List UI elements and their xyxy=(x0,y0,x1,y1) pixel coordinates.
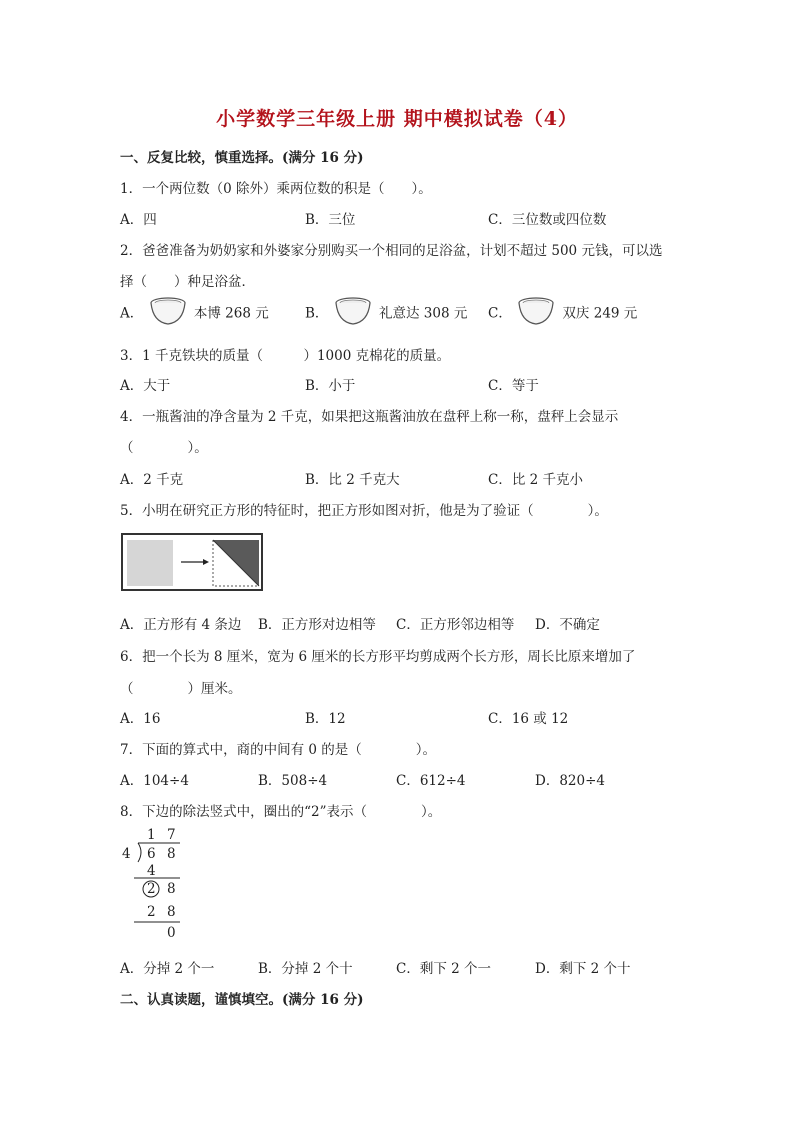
q5-option-a[interactable]: A．正方形有 4 条边 xyxy=(120,617,242,633)
q2-option-c-text: 双庆 249 元 xyxy=(562,305,638,322)
question-2-line-1: 2．爸爸准备为奶奶家和外婆家分别购买一个相同的足浴盆，计划不超过 500 元钱，可以选 xyxy=(120,243,663,259)
circled-digit: 2 xyxy=(147,881,156,897)
q1-option-c[interactable]: C．三位数或四位数 xyxy=(488,212,607,228)
q8-option-c[interactable]: C．剩下 2 个一 xyxy=(396,961,492,977)
q6-option-a[interactable]: A．16 xyxy=(120,711,161,727)
q3-option-c[interactable]: C．等于 xyxy=(488,378,539,394)
first-subtraction-value: 4 xyxy=(147,863,156,879)
q4-option-c[interactable]: C．比 2 千克小 xyxy=(488,472,584,488)
q2-option-a-text: 本博 268 元 xyxy=(193,305,269,322)
dividend-tens-digit: 6 xyxy=(147,846,156,862)
q2-option-a[interactable] xyxy=(120,296,269,332)
foot-bath-basin-icon xyxy=(516,296,556,332)
divisor: 4 xyxy=(122,846,131,862)
q7-option-c[interactable]: C．612÷4 xyxy=(396,773,466,789)
q5-option-c[interactable]: C．正方形邻边相等 xyxy=(396,617,515,633)
q2-option-c[interactable] xyxy=(488,296,637,332)
square-folding-figure xyxy=(121,533,263,591)
q6-option-b[interactable]: B．12 xyxy=(305,711,346,727)
q8-option-d[interactable]: D．剩下 2 个十 xyxy=(535,961,631,977)
q2-option-b-text: 礼意达 308 元 xyxy=(379,305,468,322)
foot-bath-basin-icon xyxy=(333,296,373,332)
page-title: 小学数学三年级上册 期中模拟试卷（4） xyxy=(216,108,578,130)
question-8: 8．下边的除法竖式中，圈出的“2”表示（ ）。 xyxy=(120,804,442,820)
q4-option-b[interactable]: B．比 2 千克大 xyxy=(305,472,400,488)
foot-bath-basin-icon xyxy=(148,296,188,332)
question-6-line-1: 6．把一个长为 8 厘米，宽为 6 厘米的长方形平均剪成两个长方形，周长比原来增加了 xyxy=(120,649,636,665)
dividend-ones-digit: 8 xyxy=(167,846,176,862)
question-3: 3．1 千克铁块的质量（ ）1000 克棉花的质量。 xyxy=(120,348,451,364)
q5-option-d[interactable]: D．不确定 xyxy=(535,617,600,633)
long-division-diagram xyxy=(118,826,188,946)
question-4-line-2: （ ）。 xyxy=(120,440,208,456)
q2-option-a-label: A． xyxy=(120,305,144,322)
question-7: 7．下面的算式中，商的中间有 0 的是（ ）。 xyxy=(120,742,437,758)
q6-option-c[interactable]: C．16 或 12 xyxy=(488,711,569,727)
q2-option-b[interactable] xyxy=(305,296,467,332)
question-4-line-1: 4．一瓶酱油的净含量为 2 千克，如果把这瓶酱油放在盘秤上称一称，盘秤上会显示 xyxy=(120,409,619,425)
q3-option-a[interactable]: A．大于 xyxy=(120,378,171,394)
q3-option-b[interactable]: B．小于 xyxy=(305,378,356,394)
fold-diagram xyxy=(123,535,261,589)
q7-option-d[interactable]: D．820÷4 xyxy=(535,773,605,789)
q5-option-b[interactable]: B．正方形对边相等 xyxy=(258,617,376,633)
question-6-line-2: （ ）厘米。 xyxy=(120,681,242,697)
q8-option-a[interactable]: A．分掉 2 个一 xyxy=(120,961,215,977)
q2-option-b-label: B． xyxy=(305,305,329,322)
brought-down-digit: 8 xyxy=(167,881,176,897)
second-subtraction-tens: 2 xyxy=(147,904,156,920)
remainder: 0 xyxy=(167,925,176,941)
section-2-heading: 二、认真读题，谨慎填空。(满分 16 分) xyxy=(120,992,364,1008)
question-5: 5．小明在研究正方形的特征时，把正方形如图对折，他是为了验证（ ）。 xyxy=(120,503,608,519)
question-2-line-2: 择（ ）种足浴盆． xyxy=(120,274,255,290)
q7-option-a[interactable]: A．104÷4 xyxy=(120,773,189,789)
section-1-heading: 一、反复比较，慎重选择。(满分 16 分) xyxy=(120,150,364,166)
q8-option-b[interactable]: B．分掉 2 个十 xyxy=(258,961,353,977)
q4-option-a[interactable]: A．2 千克 xyxy=(120,472,184,488)
q1-option-a[interactable]: A．四 xyxy=(120,212,157,228)
second-subtraction-ones: 8 xyxy=(167,904,176,920)
q1-option-b[interactable]: B．三位 xyxy=(305,212,356,228)
q7-option-b[interactable]: B．508÷4 xyxy=(258,773,328,789)
question-1: 1．一个两位数（0 除外）乘两位数的积是（ ）。 xyxy=(120,181,432,197)
quotient-tens-digit: 1 xyxy=(147,827,156,843)
q2-option-c-label: C． xyxy=(488,305,512,322)
quotient-ones-digit: 7 xyxy=(167,827,176,843)
